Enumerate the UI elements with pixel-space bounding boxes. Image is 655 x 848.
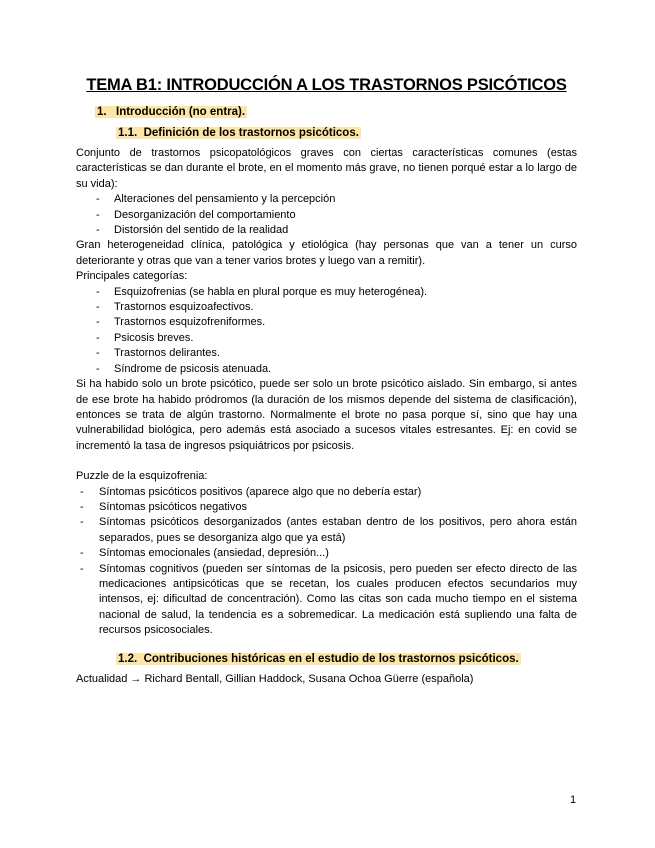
list-puzzle: [76, 485, 577, 639]
section-label: Contribuciones históricas en el estudio de los trastornos psicóticos.: [143, 652, 519, 665]
list-item: - Desorganización del comportamiento: [76, 208, 577, 223]
list-item: - Síndrome de psicosis atenuada.: [76, 362, 577, 377]
list-item: - Trastornos esquizoafectivos.: [76, 300, 577, 315]
heading-highlight: [116, 127, 361, 139]
paragraph-definition: Conjunto de trastornos psicopatológicos graves con ciertas características comunes (estas características se dan durante el brote, en el momento más grave, no tienen porqué estar a lo largo de su vida):: [76, 147, 577, 190]
paragraph-heterogeneity: Gran heterogeneidad clínica, patológica y etiológica (hay personas que van a tener un curso deteriorante y otras que van a tener varios brotes y luego van a remitir).: [76, 239, 577, 267]
list-item: - Síntomas psicóticos negativos: [76, 500, 577, 515]
list-item: - Esquizofrenias (se habla en plural porque es muy heterogénea).: [76, 285, 577, 300]
list-item: - Síntomas emocionales (ansiedad, depresión...): [76, 546, 577, 561]
paragraph-puzzle-intro: Puzzle de la esquizofrenia:: [76, 470, 208, 483]
section-label: Introducción (no entra).: [116, 106, 246, 118]
section-number: 1.1.: [118, 127, 138, 139]
document-page: [76, 76, 577, 687]
section-heading-1-2: [116, 652, 577, 667]
spacer: [76, 454, 577, 469]
list-characteristics: [76, 192, 577, 238]
list-item: - Trastornos esquizofreniformes.: [76, 315, 577, 330]
spacer: [76, 639, 577, 652]
section-heading-1: [95, 105, 577, 120]
paragraph-brote: Si ha habido solo un brote psicótico, puede ser solo un brote psicótico aislado. Sin embargo, si antes de ese brote ha habido pródromos (la duración de los mismos depende del sistema de clasificación), entonces se trata de algún trastorno. Normalmente el brote no pasa porque sí, sino que hay una vulnerabilidad biológica, pero además está asociado a sucesos vitales estresantes. Ej: en covid se incrementó la tasa de ingresos psiquiátricos por psicosis.: [76, 378, 577, 452]
section-heading-1-1: [116, 126, 577, 141]
list-item: - Alteraciones del pensamiento y la percepción: [76, 192, 577, 207]
page-title: TEMA B1: INTRODUCCIÓN A LOS TRASTORNOS PSICÓTICOS: [86, 76, 567, 94]
list-item: - Síntomas cognitivos (pueden ser síntomas de la psicosis, pero pueden ser efecto directo de las medicaciones antipsicóticas que se recetan, los cuales producen efectos secundarios muy intensos, ej: dificultad de concentración). Como las citas son cada mucho tiempo en el sistema nacional de salud, la tendencia es a sobremedicar. La medicación está supliendo una falta de recursos psicosociales.: [76, 562, 577, 639]
list-item: - Psicosis breves.: [76, 331, 577, 346]
page-number: 1: [570, 794, 577, 806]
list-item: - Trastornos delirantes.: [76, 346, 577, 361]
section-label: Definición de los trastornos psicóticos.: [143, 127, 359, 139]
section-number: 1.: [97, 106, 107, 118]
section-number: 1.2.: [118, 652, 138, 665]
paragraph-categories-intro: Principales categorías:: [76, 270, 188, 283]
heading-highlight: [116, 653, 521, 665]
list-item: - Síntomas psicóticos positivos (aparece algo que no debería estar): [76, 485, 577, 500]
list-item: - Distorsión del sentido de la realidad: [76, 223, 577, 238]
heading-highlight: [95, 106, 247, 118]
paragraph-actualidad: Actualidad → Richard Bentall, Gillian Haddock, Susana Ochoa Güerre (española): [76, 672, 474, 685]
list-item: - Síntomas psicóticos desorganizados (antes estaban dentro de los positivos, pero ahora están separados, pues se desorganiza algo que ya está): [76, 515, 577, 546]
list-categories: [76, 285, 577, 377]
